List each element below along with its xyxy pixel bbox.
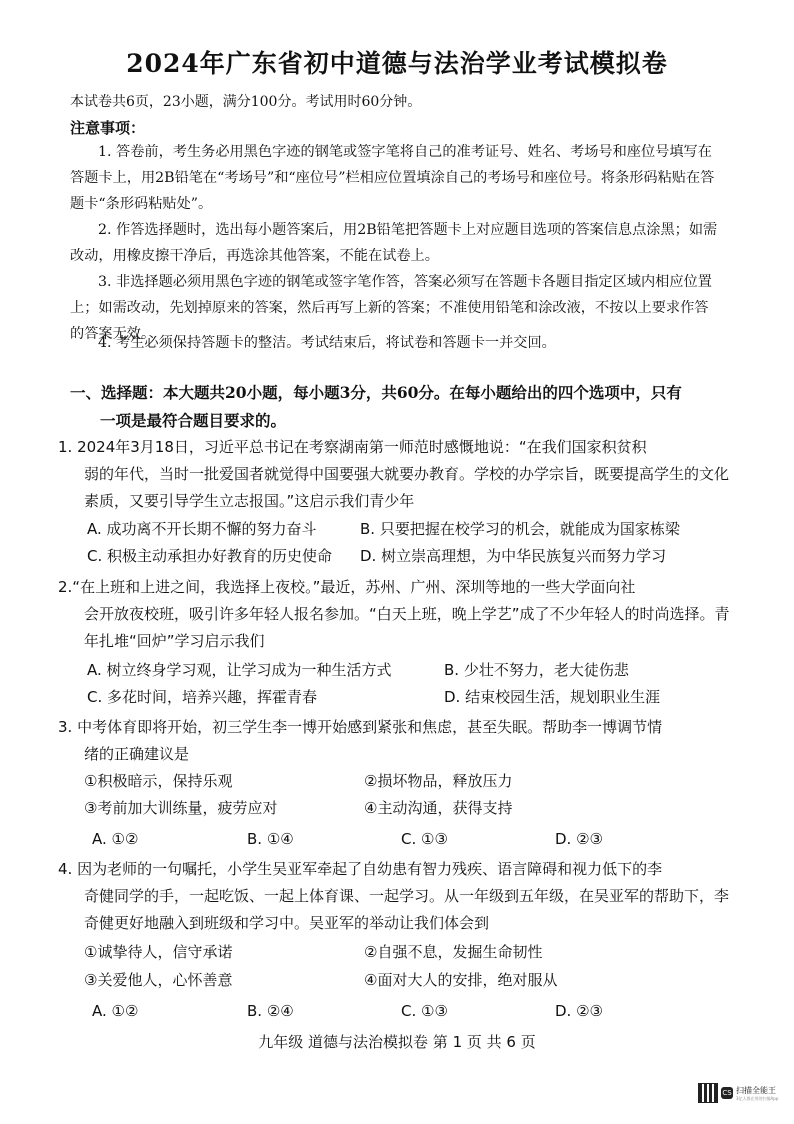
option-a: A. ①② [92,830,139,848]
exam-intro: 本试卷共6页，23小题，满分100分。考试用时60分钟。 [70,94,422,110]
notice-item-2: 2. 作答选择题时，选出每小题答案后，用2B铅笔把答题卡上对应题目选项的答案信息点涂黑；如需改动，用橡皮擦干净后，再选涂其他答案，不能在试卷上。 [70,222,718,264]
section-line-2: 一项是最符合题目要求的。 [100,411,287,430]
option-c: C. ①③ [401,1002,448,1020]
question-2-stem: 会开放夜校班，吸引许多年轻人报名参加。“白天上班，晚上学艺”成了不少年轻人的时尚选择。青年扎堆“回炉”学习启示我们 [84,605,730,650]
question-3-stem: 绪的正确建议是 [84,745,190,763]
notice-item-1: 1. 答卷前，考生务必用黑色字迹的钢笔或签字笔将自己的准考证号、姓名、考场号和座位号填写在答题卡上，用2B铅笔在“考场号”和“座位号”栏相应位置填涂自己的考场号和座位号。将条形码粘贴在答题卡“条形码粘贴处”。 [70,144,715,212]
exam-title: 2024年广东省初中道德与法治学业考试模拟卷 [126,49,668,78]
option-d: D. 树立崇高理想，为中华民族复兴而努力学习 [360,547,667,565]
statement-1: ①诚挚待人，信守承诺 [84,943,233,961]
scanner-watermark [698,1082,782,1104]
question-2-first-line: 2.“在上班和上进之间，我选择上夜校。”最近，苏州、广州、深圳等地的一些大学面向社 [58,578,636,596]
statement-3: ③关爱他人，心怀善意 [84,971,233,989]
scanner-logo-icon: CS [722,1089,732,1097]
section-line-1: 一、选择题：本大题共20小题，每小题3分，共60分。在每小题给出的四个选项中，只有 [70,383,682,402]
qr-code-icon [698,1083,718,1103]
scanner-app-slogan: 3亿人都在用的扫描App [736,1095,779,1101]
statement-2: ②损坏物品，释放压力 [364,772,513,790]
option-a: A. ①② [92,1002,139,1020]
option-b: B. ②④ [247,1002,294,1020]
notice-item-3: 3. 非选择题必须用黑色字迹的钢笔或签字笔作答，答案必须写在答题卡各题目指定区域内相应位置上；如需改动，先划掉原来的答案，然后再写上新的答案；不准使用铅笔和涂改液，不按以上要求作答的答案无效。 [70,274,712,342]
statement-4: ④面对大人的安排，绝对服从 [364,971,558,989]
question-1-stem: 弱的年代，当时一批爱国者就觉得中国要强大就要办教育。学校的办学宗旨，既要提高学生的文化素质，又要引导学生立志报国。”这启示我们青少年 [84,465,730,510]
notice-item-4: 4. 考生必须保持答题卡的整洁。考试结束后，将试卷和答题卡一并交回。 [98,335,556,351]
option-a: A. 树立终身学习观，让学习成为一种生活方式 [87,661,392,679]
statement-3: ③考前加大训练量，疲劳应对 [84,799,278,817]
scanner-app-name: 扫描全能王 [736,1085,776,1095]
question-1 [58,434,738,515]
statement-2: ②自强不息，发掘生命韧性 [364,943,543,961]
option-c: C. 积极主动承担办好教育的历史使命 [87,547,333,565]
question-3 [58,714,738,768]
option-d: D. ②③ [555,830,603,848]
question-1-first-line: 1. 2024年3月18日，习近平总书记在考察湖南第一师范时感慨地说：“在我们国家积贫积 [58,438,647,456]
question-3-first-line: 3. 中考体育即将开始，初三学生李一博开始感到紧张和焦虑，甚至失眠。帮助李一博调节情 [58,718,663,736]
option-b: B. ①④ [247,830,294,848]
question-4-first-line: 4. 因为老师的一句嘱托，小学生吴亚军牵起了自幼患有智力残疾、语言障碍和视力低下的李 [58,860,663,878]
page-footer: 九年级 道德与法治模拟卷 第 1 页 共 6 页 [258,1033,536,1051]
option-b: B. 只要把握在校学习的机会，就能成为国家栋梁 [360,520,680,538]
question-4-stem: 奇健同学的手，一起吃饭、一起上体育课、一起学习。从一年级到五年级，在吴亚军的帮助下，李奇健更好地融入到班级和学习中。吴亚军的举动让我们体会到 [84,887,730,932]
option-c: C. ①③ [401,830,448,848]
option-b: B. 少壮不努力，老大徒伤悲 [444,661,629,679]
option-d: D. 结束校园生活，规划职业生涯 [444,688,661,706]
option-c: C. 多花时间，培养兴趣，挥霍青春 [87,688,318,706]
section-heading [70,379,735,435]
option-d: D. ②③ [555,1002,603,1020]
statement-4: ④主动沟通，获得支持 [364,799,513,817]
question-4 [58,856,738,937]
option-a: A. 成功离不开长期不懈的努力奋斗 [87,520,317,538]
notice-heading: 注意事项： [70,119,146,137]
question-2 [58,574,738,655]
statement-1: ①积极暗示，保持乐观 [84,772,233,790]
